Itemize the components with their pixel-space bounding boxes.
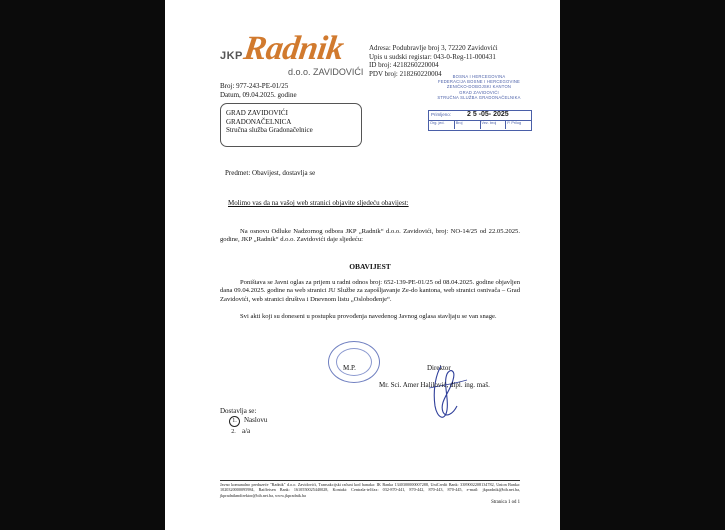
stamp-row-top	[429, 111, 531, 121]
item-text: a/a	[242, 427, 251, 435]
recipient-address	[226, 109, 313, 135]
delivery-label: Dostavlja se:	[220, 407, 257, 415]
stamp-col: Vez. broj	[481, 121, 507, 129]
handwritten-signature	[423, 362, 473, 424]
stamp-line: FEDERACIJA BOSNE I HERCEGOVINE	[437, 79, 521, 85]
document-meta	[220, 82, 297, 99]
stamp-received-label: Primljeno:	[431, 112, 452, 117]
stamp-col: P. Prilog	[507, 121, 522, 125]
item-text: Naslovu	[244, 416, 268, 424]
notice-heading: OBAVIJEST	[349, 262, 391, 271]
request-line: Molimo vas da na vašoj web stranici objavite sljedeću obavijest:	[228, 199, 409, 207]
footer-text: Javno komunalno preduzeće "Radnik" d.o.o. Zavidovići, Transakcijski računi kod banaka: IK Banka 1340300000007288, UniCredit Bank: 3389002208134782, Union Banka: 1020320000095984, Raiffeisen Bank: 1610550025440028, Kontakt: Centrala-tel/fax: 032-870-441, 870-442, 870-443, 870-445, e-mail: jkpradnik@bih.net.ba, jkpradnikmdirektor@bih.net.ba, www.jkpradnik.ba	[220, 482, 520, 498]
subject-line: Predmet: Obavijest, dostavlja se	[225, 169, 316, 177]
stamp-date: 2 5 -05- 2025	[467, 111, 509, 118]
stamp-col: Broj	[455, 121, 481, 129]
recipient-line: GRADONAČELNICA	[226, 117, 292, 126]
intro-paragraph: Na osnovu Odluke Nadzornog odbora JKP „Radnik“ d.o.o. Zavidovići, broj: NO-14/25 od 22.05.2025. godine, JKP „Radnik“ d.o.o. Zavidovići daje sljedeću:	[220, 228, 520, 244]
item-number: 2.	[231, 429, 236, 435]
stamp-table	[428, 110, 532, 131]
recipient-line: GRAD ZAVIDOVIĆI	[226, 109, 288, 117]
footer-divider	[220, 480, 520, 481]
official-seal	[328, 341, 380, 383]
address-line: Upis u sudski registar: 043-0-Reg-11-000431	[369, 52, 496, 61]
logo-prefix: JKP	[220, 50, 243, 62]
recipient-line: Stručna služba Gradonačelnice	[226, 126, 313, 135]
stamp-line: STRUČNA SLUŽBA GRADONAČELNIKA	[437, 94, 521, 100]
document-date: Datum, 09.04.2025. godine	[220, 90, 297, 99]
document-page	[165, 0, 560, 530]
address-line: Adresa: Podubravlje broj 3, 72220 Zavidovići	[369, 44, 498, 52]
received-stamp	[428, 74, 530, 144]
item-number: 1.	[229, 416, 240, 427]
stamp-line: GRAD ZAVIDOVIĆI	[459, 89, 499, 95]
document-number: Broj: 977-243-PE-01/25	[220, 82, 289, 90]
director-name: Mr. Sci. Amer Halilović, dipl. ing. maš.	[379, 381, 490, 389]
director-title: Direktor	[427, 364, 451, 372]
stamp-line: BOSNA I HERCEGOVINA	[452, 74, 506, 79]
delivery-item	[229, 427, 267, 437]
stamp-line: ZENIČKO-DOBOJSKI KANTON	[446, 84, 512, 90]
seal-mp-label: M.P.	[343, 364, 356, 372]
stamp-row-bottom	[429, 121, 531, 129]
page-number: Stranica 1 od 1	[491, 500, 520, 505]
company-logo: Radnik	[241, 30, 346, 67]
delivery-item	[229, 416, 267, 427]
stamp-col: Org. jed.	[429, 121, 455, 129]
delivery-list	[229, 416, 267, 437]
logo-subtitle: d.o.o. ZAVIDOVIĆI	[288, 67, 364, 77]
notice-paragraph-2: Svi akti koji su doneseni u postupku provođenja navedenog Javnog oglasa stavljaju se van snage.	[240, 313, 497, 320]
address-line: PDV broj: 218260220004	[369, 69, 442, 78]
address-line: ID broj: 4218260220004	[369, 61, 439, 70]
notice-paragraph: Poništava se Javni oglas za prijem u radni odnos broj: 652-139-PE-01/25 od 08.04.2025. godine objavljen dana 09.04.2025. godine na web stranici JU Službe za zapošljavanje Ze-do kantona, web stranici osnivača – Grad Zavidovići, web stranici društva i Dnevnom listu „Oslobođenje“.	[220, 279, 520, 303]
